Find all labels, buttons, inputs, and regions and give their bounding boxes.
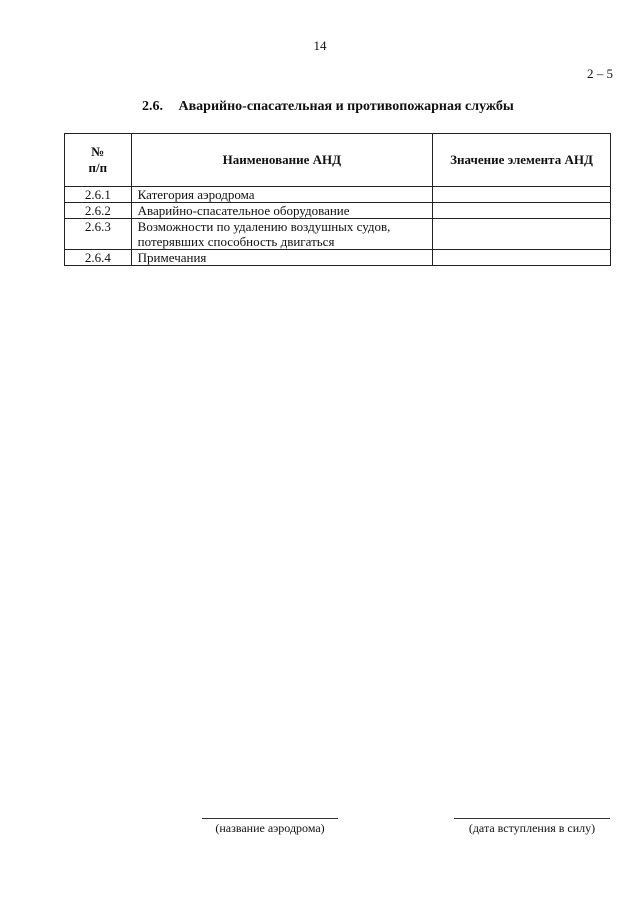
row-value: [433, 203, 611, 219]
row-name: [131, 219, 432, 250]
row-name: Примечания: [131, 250, 432, 266]
header-num-symbol: №: [91, 144, 105, 159]
section-title: [142, 99, 514, 115]
header-num: [65, 134, 132, 187]
table-row: [65, 250, 611, 266]
table-row: [65, 219, 611, 250]
aerodrome-name-signature: (название аэродрома): [202, 818, 338, 836]
header-name: Наименование АНД: [131, 134, 432, 187]
table-row: [65, 203, 611, 219]
row-num: 2.6.2: [65, 203, 132, 219]
row-num: 2.6.4: [65, 250, 132, 266]
row-name-line2: потерявших способность двигаться: [137, 234, 335, 249]
header-num-pp: п/п: [88, 160, 108, 175]
row-name-line1: Возможности по удалению воздушных судов,: [137, 219, 391, 234]
section-title-text: Аварийно-спасательная и противопожарная службы: [178, 99, 514, 114]
page-number: 14: [313, 38, 327, 53]
row-value: [433, 250, 611, 266]
table-row: [65, 187, 611, 203]
effective-date-signature: (дата вступления в силу): [454, 818, 610, 836]
page-code: 2 – 5: [587, 66, 613, 81]
and-table: [64, 133, 611, 266]
section-number: 2.6.: [142, 99, 163, 114]
row-name: Категория аэродрома: [131, 187, 432, 203]
row-num: 2.6.1: [65, 187, 132, 203]
row-value: [433, 219, 611, 250]
table-header-row: [65, 134, 611, 187]
header-value: Значение элемента АНД: [433, 134, 611, 187]
row-num: 2.6.3: [65, 219, 132, 250]
row-value: [433, 187, 611, 203]
row-name: Аварийно-спасательное оборудование: [131, 203, 432, 219]
